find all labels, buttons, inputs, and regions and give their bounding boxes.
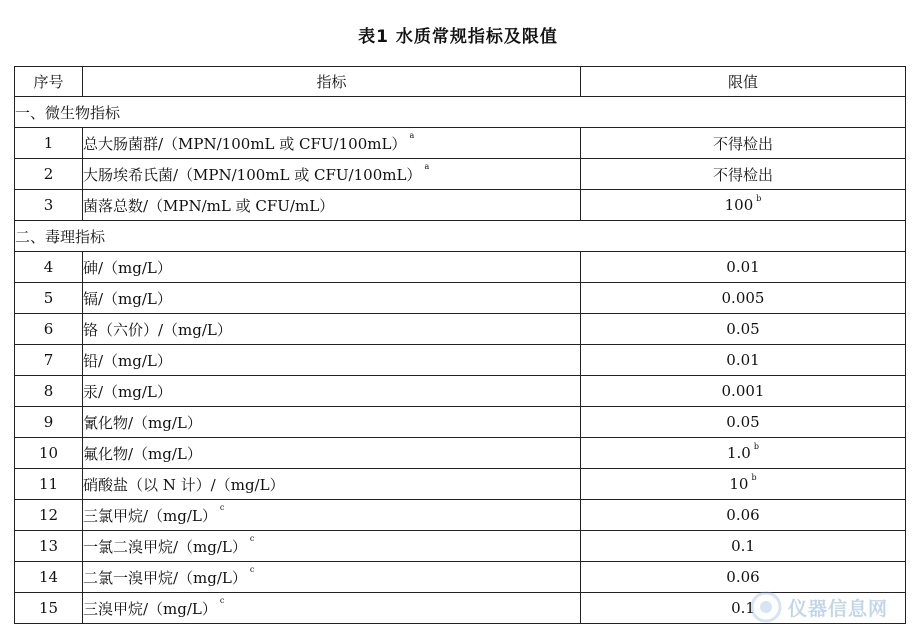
- section-label: 二、毒理指标: [15, 221, 906, 252]
- table-body: [15, 67, 906, 624]
- table-row: [15, 376, 906, 407]
- limit-cell: [581, 407, 906, 438]
- row-number: 2: [15, 159, 83, 190]
- indicator-name: 氟化物/（mg/L）: [83, 444, 202, 463]
- row-number: 8: [15, 376, 83, 407]
- indicator-cell: [83, 438, 581, 469]
- indicator-cell: [83, 593, 581, 624]
- row-number: 10: [15, 438, 83, 469]
- table-row: [15, 314, 906, 345]
- indicator-name: 总大肠菌群/（MPN/100mL 或 CFU/100mL）: [83, 134, 407, 153]
- table-row: [15, 531, 906, 562]
- indicator-name: 铅/（mg/L）: [83, 351, 172, 370]
- footnote-mark: a: [409, 130, 415, 140]
- limit-value: 不得检出: [712, 134, 773, 153]
- limit-value: 0.06: [726, 568, 760, 586]
- watermark-text: 仪器信息网: [788, 598, 889, 620]
- limit-cell: [581, 159, 906, 190]
- section-row: [15, 221, 906, 252]
- footnote-mark: c: [249, 533, 255, 543]
- footnote-mark: a: [424, 161, 430, 171]
- indicator-name: 菌落总数/（MPN/mL 或 CFU/mL）: [83, 196, 335, 215]
- table-row: [15, 252, 906, 283]
- row-number: 5: [15, 283, 83, 314]
- indicator-cell: [83, 283, 581, 314]
- limit-value: 0.001: [721, 382, 765, 400]
- limit-cell: [581, 531, 906, 562]
- indicator-name: 氰化物/（mg/L）: [83, 413, 202, 432]
- limit-value: 0.05: [726, 320, 760, 338]
- indicator-cell: [83, 469, 581, 500]
- indicator-cell: [83, 345, 581, 376]
- limit-cell: [581, 128, 906, 159]
- footnote-mark: b: [756, 194, 762, 203]
- limit-cell: [581, 376, 906, 407]
- row-number: 13: [15, 531, 83, 562]
- footnote-mark: c: [219, 502, 225, 512]
- limit-cell: [581, 593, 906, 624]
- header-row: [15, 67, 906, 97]
- indicator-name: 镉/（mg/L）: [83, 289, 172, 308]
- limit-value: 0.005: [721, 289, 765, 307]
- indicator-cell: [83, 376, 581, 407]
- indicator-name: 二氯一溴甲烷/（mg/L）: [83, 568, 247, 587]
- row-number: 9: [15, 407, 83, 438]
- limit-cell: [581, 190, 906, 221]
- indicator-name: 大肠埃希氏菌/（MPN/100mL 或 CFU/100mL）: [83, 165, 422, 184]
- indicator-name: 铬（六价）/（mg/L）: [83, 320, 232, 339]
- indicator-cell: [83, 159, 581, 190]
- row-number: 15: [15, 593, 83, 624]
- indicator-cell: [83, 190, 581, 221]
- water-quality-table: [14, 66, 906, 624]
- indicator-cell: [83, 407, 581, 438]
- section-row: [15, 97, 906, 128]
- row-number: 12: [15, 500, 83, 531]
- limit-value: 0.01: [726, 258, 760, 276]
- table-row: [15, 438, 906, 469]
- limit-cell: [581, 500, 906, 531]
- limit-value: 0.1: [731, 599, 755, 617]
- table-row: [15, 593, 906, 624]
- limit-cell: [581, 283, 906, 314]
- limit-cell: [581, 345, 906, 376]
- indicator-name: 硝酸盐（以 N 计）/（mg/L）: [83, 475, 285, 494]
- limit-cell: [581, 252, 906, 283]
- indicator-cell: [83, 252, 581, 283]
- indicator-cell: [83, 128, 581, 159]
- limit-value: 100: [724, 196, 754, 214]
- limit-value: 1.0: [727, 444, 751, 462]
- limit-value: 不得检出: [712, 165, 773, 184]
- row-number: 7: [15, 345, 83, 376]
- indicator-cell: [83, 314, 581, 345]
- footnote-mark: b: [751, 473, 757, 482]
- row-number: 3: [15, 190, 83, 221]
- section-label: 一、微生物指标: [15, 97, 906, 128]
- table-row: [15, 159, 906, 190]
- limit-value: 10: [729, 475, 749, 493]
- table-row: [15, 128, 906, 159]
- table-row: [15, 190, 906, 221]
- limit-value: 0.05: [726, 413, 760, 431]
- table-row: [15, 562, 906, 593]
- limit-cell: [581, 438, 906, 469]
- footnote-mark: c: [249, 564, 255, 574]
- row-number: 4: [15, 252, 83, 283]
- table-row: [15, 407, 906, 438]
- limit-cell: [581, 469, 906, 500]
- indicator-cell: [83, 500, 581, 531]
- row-number: 11: [15, 469, 83, 500]
- indicator-name: 三溴甲烷/（mg/L）: [83, 599, 217, 618]
- table-row: [15, 345, 906, 376]
- indicator-cell: [83, 531, 581, 562]
- indicator-name: 汞/（mg/L）: [83, 382, 172, 401]
- limit-value: 0.01: [726, 351, 760, 369]
- limit-cell: [581, 314, 906, 345]
- table-row: [15, 500, 906, 531]
- header-no: 序号: [15, 67, 83, 97]
- row-number: 14: [15, 562, 83, 593]
- limit-value: 0.1: [731, 537, 755, 555]
- row-number: 1: [15, 128, 83, 159]
- limit-value: 0.06: [726, 506, 760, 524]
- footnote-mark: c: [219, 595, 225, 605]
- table-row: [15, 469, 906, 500]
- limit-cell: [581, 562, 906, 593]
- header-limit: 限值: [581, 67, 906, 97]
- row-number: 6: [15, 314, 83, 345]
- indicator-cell: [83, 562, 581, 593]
- indicator-name: 三氯甲烷/（mg/L）: [83, 506, 217, 525]
- header-indicator: 指标: [83, 67, 581, 97]
- footnote-mark: b: [753, 442, 759, 451]
- table-row: [15, 283, 906, 314]
- table-title: 表1 水质常规指标及限值: [358, 27, 558, 47]
- indicator-name: 砷/（mg/L）: [83, 258, 172, 277]
- indicator-name: 一氯二溴甲烷/（mg/L）: [83, 537, 247, 556]
